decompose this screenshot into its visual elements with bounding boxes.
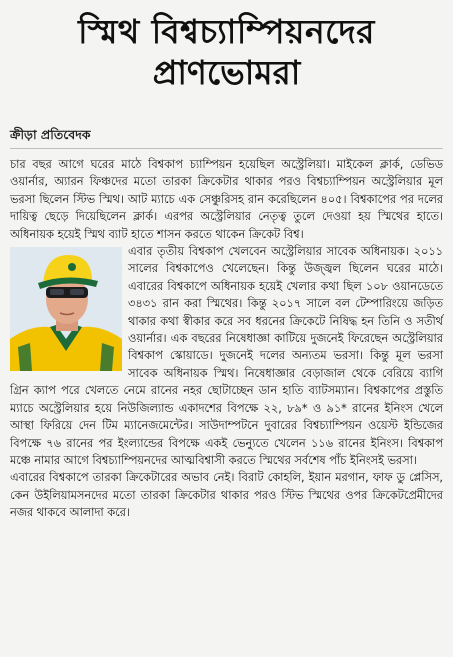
paragraph-3: এবারের বিশ্বকাপে তারকা ক্রিকেটারের অভাব নেই। বিরাট কোহলি, ইয়ান মরগান, ফাফ ডু প্লেসিস, কেন উইলিয়ামসনদের মতো তারকা ক্রিকেটার থাকার পরও স্টিভ স্মিথের ওপর ক্রিকেটপ্রেমীদের নজর থাকবে আলাদা করে। [10,471,443,520]
headline-line-2: প্রাণভোমরা [152,52,301,92]
paragraph-2: এবার তৃতীয় বিশ্বকাপ খেলবেন অস্ট্রেলিয়ার সাবেক অধিনায়ক। ২০১১ সালের বিশ্বকাপেও খেলেছেন। কিন্তু উজ্জ্বল ছিলেন ঘরের মাঠে। এবারের বিশ্বকাপে অধিনায়ক হয়েই খেলার কথা ছিল ১০৮ ওয়ানডেতে ৩৪৩১ রান করা স্মিথের। কিন্তু ২০১৭ সালে বল টেম্পারিংয়ে জড়িত থাকার কথা স্বীকার করে সব ধরনের ক্রিকেটে নিষিদ্ধ হন তিনি ও সতীর্থ ওয়ার্নার। এক বছরের নিষেধাজ্ঞা কাটিয়ে দুজনেই ফিরেছেন অস্ট্রেলিয়ার বিশ্বকাপ স্কোয়াডে। দুজনেই দলের অন্যতম ভরসা। কিন্তু মূল ভরসা সাবেক অধিনায়ক স্মিথ। নিষেধাজ্ঞার বেড়াজাল থেকে বেরিয়ে ব্যাগি গ্রিন ক্যাপ পরে খেলতে নেমে রানের নহর ছোটাচ্ছেন ডান হাতি ব্যাটসম্যান। বিশ্বকাপের প্রস্তুতি ম্যাচে অস্ট্রেলিয়ার হয়ে নিউজিল্যান্ড একাদশের বিপক্ষে ২২, ৮৯* ও ৯১* রানের ইনিংস খেলে আস্থা ফিরিয়ে দেন টিম ম্যানেজমেন্টের। সাউদাম্পটনে দুবারের বিশ্বচ্যাম্পিয়ন ওয়েস্ট ইন্ডিজের বিপক্ষে ৭৬ রানের পর ইংল্যান্ডের বিপক্ষে একই ভেন্যুতে খেলেন ১১৬ রানের ইনিংস। বিশ্বকাপ মঞ্চে নামার আগে বিশ্বচ্যাম্পিয়নদের আত্মবিশ্বাসী করতে স্মিথের সর্বশেষ পাঁচ ইনিংসই ভরসা। [10,245,443,467]
paragraph-1: চার বছর আগে ঘরের মাঠে বিশ্বকাপ চ্যাম্পিয়ন হয়েছিল অস্ট্রেলিয়া। মাইকেল ক্লার্ক, ডেভিড ওয়ার্নার, অ্যারন ফিঞ্চদের মতো তারকা ক্রিকেটার থাকার পরও বিশ্বচ্যাম্পিয়ন অস্ট্রেলিয়ার মূল ভরসা ছিলেন স্টিভ স্মিথ। আট ম্যাচে এক সেঞ্চুরিসহ রান করেছিলেন ৪০৫। বিশ্বকাপের পর দলের দায়িত্ব ছেড়ে দিয়েছিলেন ক্লার্ক। এরপর অস্ট্রেলিয়ার নেতৃত্ব তুলে দেওয়া হয় স্মিথের হাতে। অধিনায়ক হয়েই স্মিথ ব্যাট হাতে শাসন করতে থাকেন ক্রিকেট বিশ্ব। [10,158,443,241]
byline: ক্রীড়া প্রতিবেদক [10,127,91,142]
headline [0,0,453,92]
headline-line-1: স্মিথ বিশ্বচ্যাম্পিয়নদের [78,12,375,51]
article-body [10,156,443,522]
player-photo [10,247,122,371]
divider [10,148,443,149]
